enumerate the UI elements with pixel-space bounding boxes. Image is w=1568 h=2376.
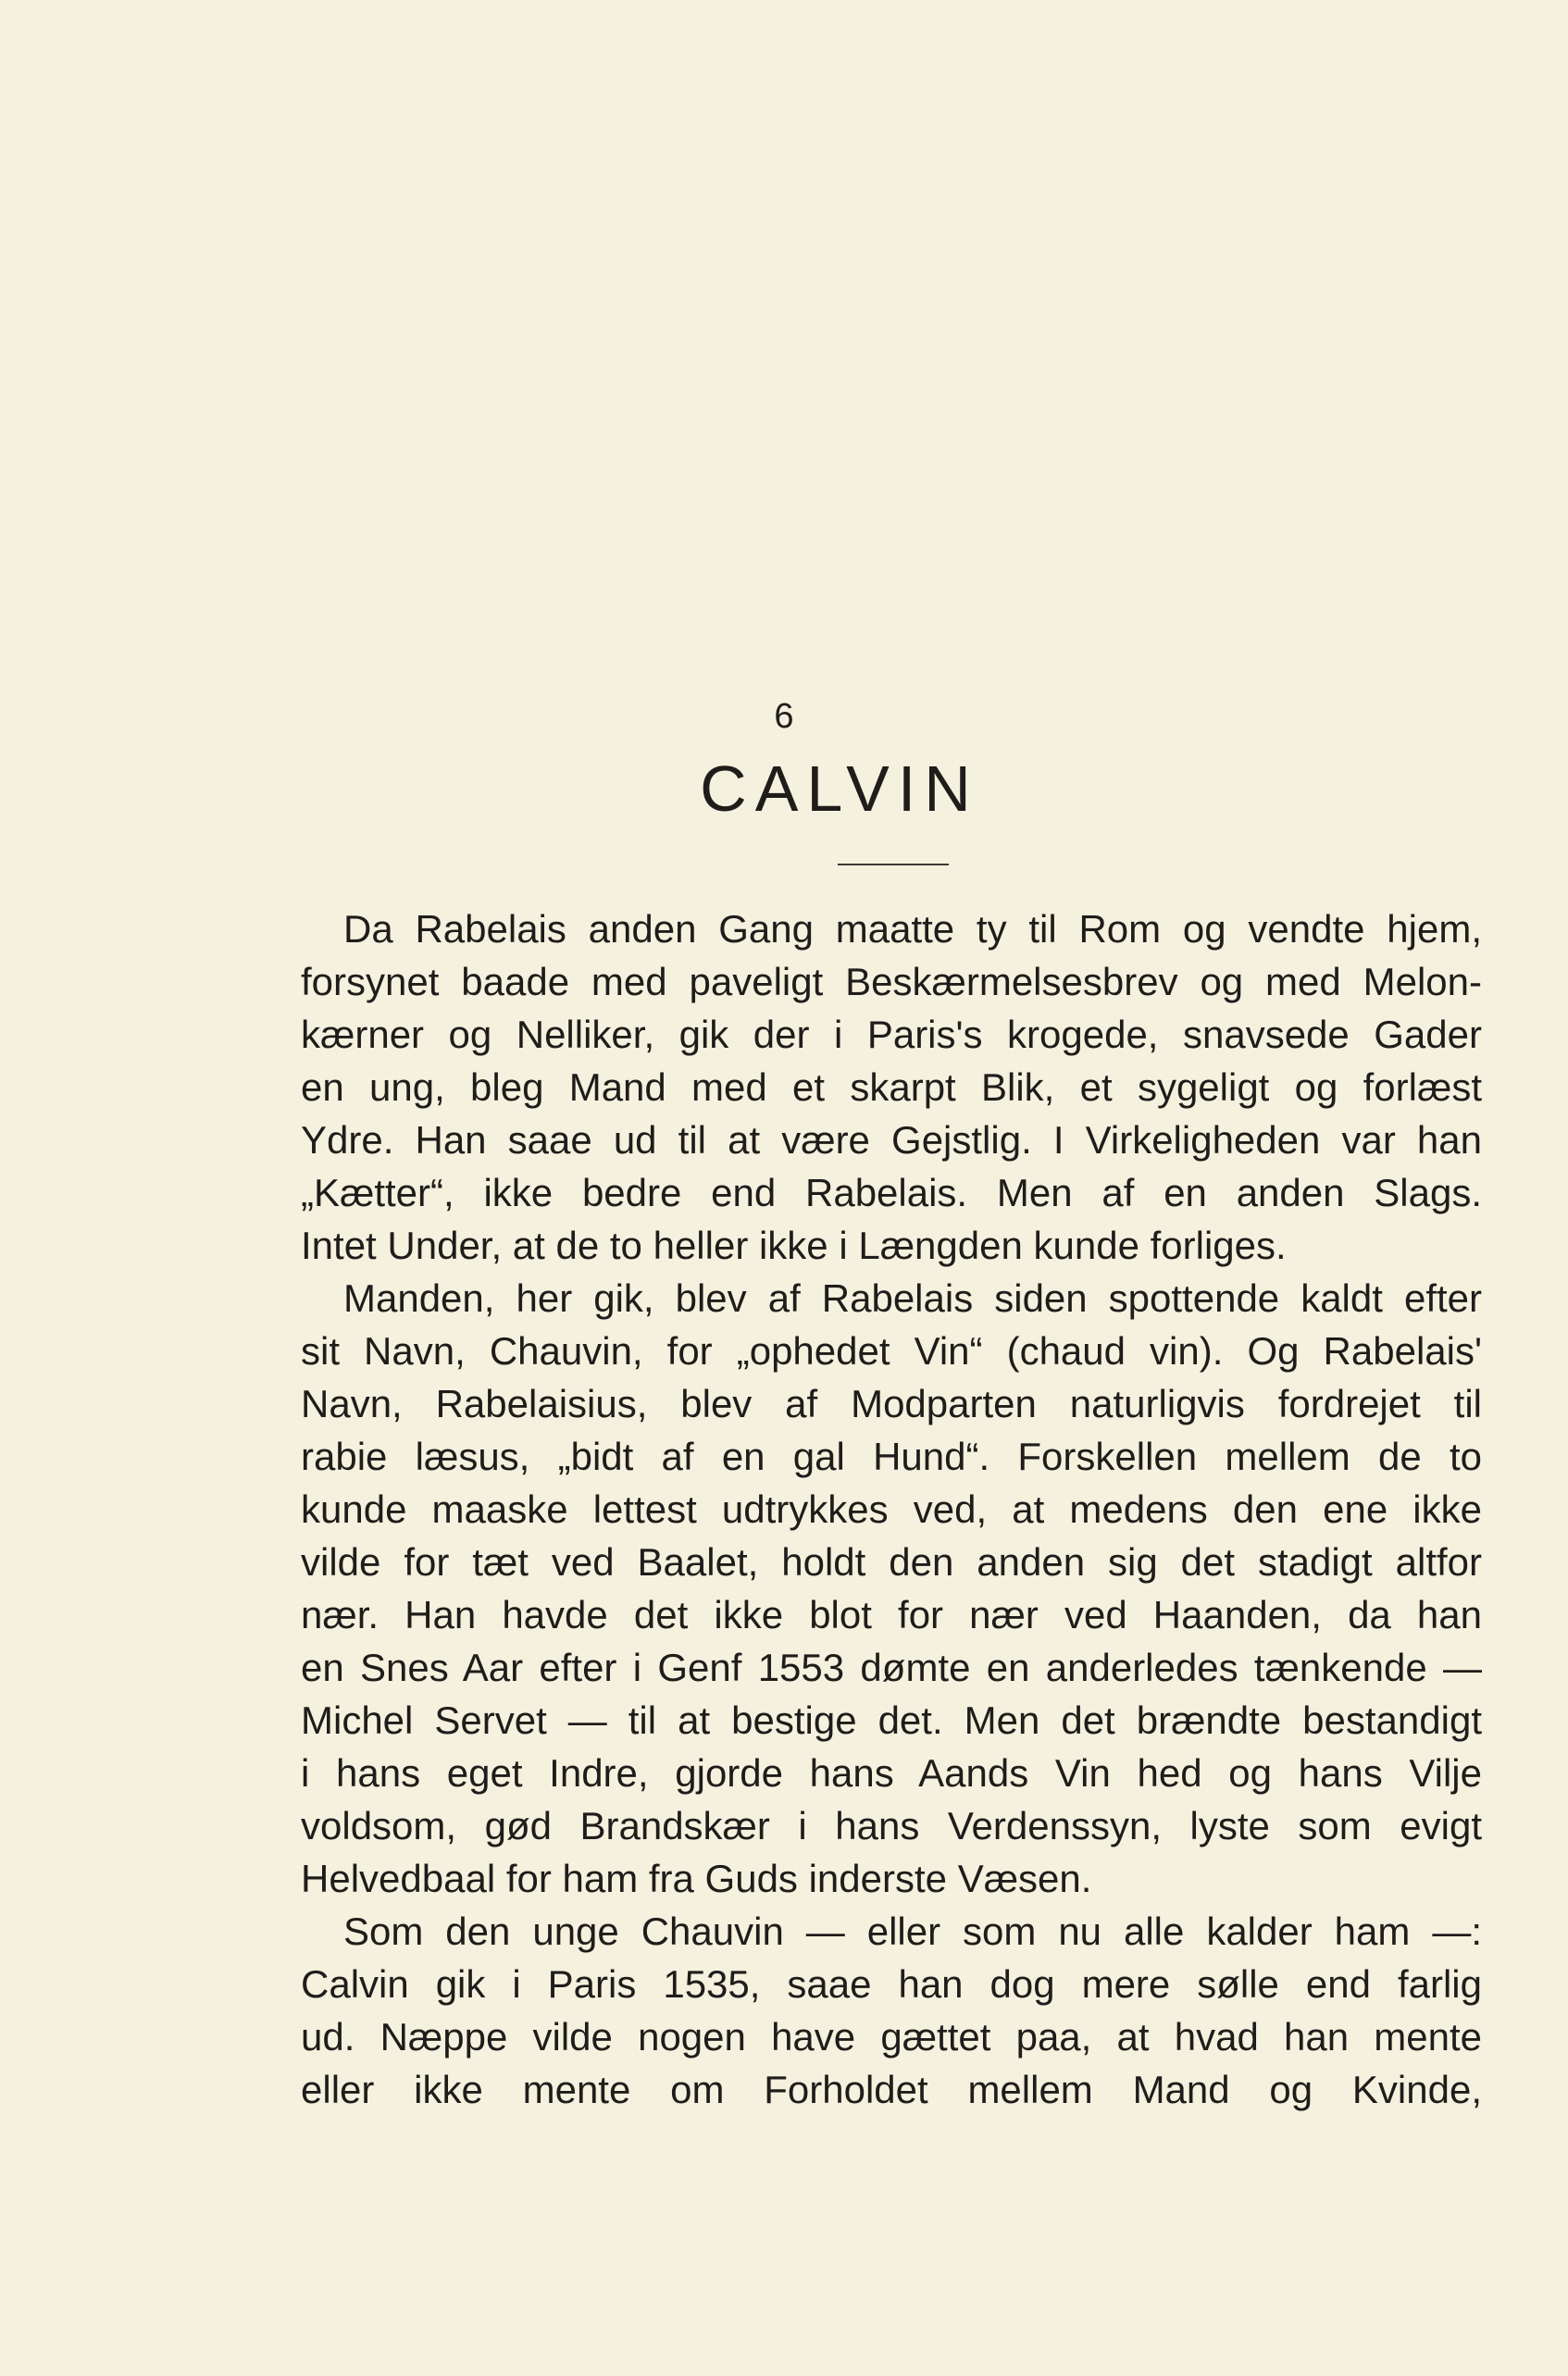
paragraph-1-line-4: en ung, bleg Mand med et skarpt Blik, et sygeligt og forlæst bbox=[301, 1065, 1482, 1109]
paragraph-3-line-1: Som den unge Chauvin — eller som nu alle kalder ham —: bbox=[343, 1910, 1482, 1953]
chapter-number: 6 bbox=[774, 697, 794, 736]
paragraph-1-line-1: Da Rabelais anden Gang maatte ty til Rom og vendte hjem, bbox=[343, 907, 1482, 951]
paragraph-2-line-5: kunde maaske lettest udtrykkes ved, at medens den ene ikke bbox=[301, 1487, 1482, 1531]
title-rule bbox=[838, 864, 949, 865]
paragraph-2-line-2: sit Navn, Chauvin, for „ophedet Vin“ (chaud vin). Og Rabelais' bbox=[301, 1329, 1482, 1373]
body-text bbox=[301, 902, 1482, 2116]
paragraph-2-line-4: rabie læsus, „bidt af en gal Hund“. Forskellen mellem de to bbox=[301, 1435, 1482, 1478]
paragraph-2-line-12: Helvedbaal for ham fra Guds inderste Væsen. bbox=[301, 1857, 1092, 1900]
paragraph-2-line-10: i hans eget Indre, gjorde hans Aands Vin hed og hans Vilje bbox=[301, 1751, 1482, 1795]
paragraph-3-line-4: eller ikke mente om Forholdet mellem Mand og Kvinde, bbox=[301, 2068, 1482, 2111]
paragraph-2-line-8: en Snes Aar efter i Genf 1553 dømte en anderledes tænkende — bbox=[301, 1646, 1482, 1689]
paragraph-1-line-2: forsynet baade med paveligt Beskærmelsesbrev og med Melon- bbox=[301, 960, 1482, 1003]
paragraph-1-line-6: „Kætter“, ikke bedre end Rabelais. Men af en anden Slags. bbox=[301, 1171, 1482, 1214]
paragraph-2-line-11: voldsom, gød Brandskær i hans Verdenssyn, lyste som evigt bbox=[301, 1804, 1482, 1847]
paragraph-1-line-7: Intet Under, at de to heller ikke i Længden kunde forliges. bbox=[301, 1224, 1287, 1267]
paragraph-2-line-1: Manden, her gik, blev af Rabelais siden spottende kaldt efter bbox=[343, 1276, 1482, 1320]
paragraph-3-line-3: ud. Næppe vilde nogen have gættet paa, at hvad han mente bbox=[301, 2015, 1482, 2059]
paragraph-2-line-3: Navn, Rabelaisius, blev af Modparten naturligvis fordrejet til bbox=[301, 1382, 1482, 1425]
paragraph-2-line-6: vilde for tæt ved Baalet, holdt den anden sig det stadigt altfor bbox=[301, 1540, 1482, 1584]
paragraph-2-line-9: Michel Servet — til at bestige det. Men det brændte bestandigt bbox=[301, 1698, 1482, 1742]
paragraph-3-line-2: Calvin gik i Paris 1535, saae han dog mere sølle end farlig bbox=[301, 1962, 1482, 2006]
chapter-title: CALVIN bbox=[700, 753, 979, 825]
paragraph-1-line-5: Ydre. Han saae ud til at være Gejstlig. I Virkeligheden var han bbox=[301, 1118, 1482, 1162]
paragraph-2-line-7: nær. Han havde det ikke blot for nær ved Haanden, da han bbox=[301, 1593, 1482, 1636]
paragraph-1-line-3: kærner og Nelliker, gik der i Paris's krogede, snavsede Gader bbox=[301, 1013, 1482, 1056]
